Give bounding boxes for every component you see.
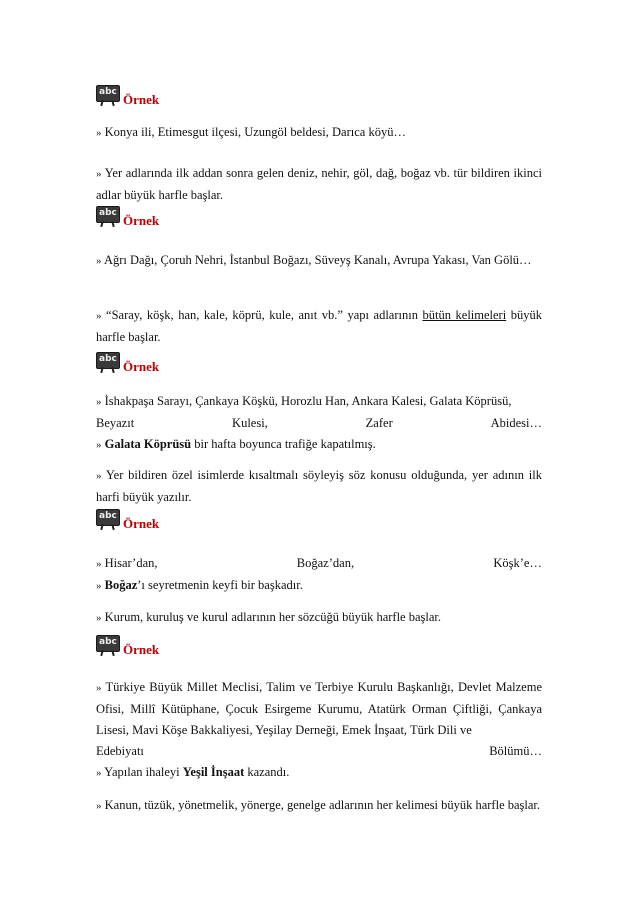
rule-text: » Kurum, kuruluş ve kurul adlarının her sözcüğü büyük harfle başlar. bbox=[96, 610, 441, 624]
rule-text: » Yer bildiren özel isimlerde kısaltmalı söyleyiş söz konusu olduğunda, yer adının ilk harfi büyük yazılır. bbox=[96, 468, 543, 504]
ornek-label: Örnek bbox=[123, 92, 160, 107]
blackboard-icon: abc bbox=[96, 84, 120, 106]
ornek-heading bbox=[96, 630, 159, 656]
blackboard-icon: abc bbox=[96, 508, 120, 530]
underlined-phrase: bütün kelimeleri bbox=[422, 308, 507, 322]
rule-text: » Kanun, tüzük, yönetmelik, yönerge, genelge adlarının her kelimesi büyük harfle başlar. bbox=[96, 798, 541, 812]
ornek-heading bbox=[96, 504, 159, 530]
example-text: » Ağrı Dağı, Çoruh Nehri, İstanbul Boğazı, Süveyş Kanalı, Avrupa Yakası, Van Gölü… bbox=[96, 253, 532, 267]
ornek-heading bbox=[96, 80, 159, 106]
example-text: » Hisar’dan, Boğaz’dan, Köşk’e… » Boğaz’ı seyretmenin keyfi bir başkadır. bbox=[96, 556, 542, 592]
ornek-heading bbox=[96, 347, 159, 373]
ornek-label: Örnek bbox=[123, 213, 160, 228]
rule-text: » “Saray, köşk, han, kale, köprü, kule, anıt vb.” yapı adlarının bütün kelimeleri büyük harfle başlar. bbox=[96, 308, 542, 344]
blackboard-icon: abc bbox=[96, 634, 120, 656]
blackboard-icon: abc bbox=[96, 205, 120, 227]
example-text: » İshakpaşa Sarayı, Çankaya Köşkü, Horozlu Han, Ankara Kalesi, Galata Köprüsü, Beyazıt Kulesi, Zafer Abidesi… » Galata Köprüsü bir hafta boyunca trafiğe kapatılmış. bbox=[96, 394, 542, 451]
rule-text: » Yer adlarında ilk addan sonra gelen deniz, nehir, göl, dağ, boğaz vb. tür bildiren ikinci adlar büyük harfle başlar. bbox=[96, 166, 542, 202]
blackboard-icon: abc bbox=[96, 351, 120, 373]
ornek-heading bbox=[96, 201, 159, 227]
ornek-label: Örnek bbox=[123, 642, 160, 657]
example-text: » Türkiye Büyük Millet Meclisi, Talim ve Terbiye Kurulu Başkanlığı, Devlet Malzeme Ofisi, Millî Kütüphane, Çocuk Esirgeme Kurumu, Atatürk Orman Çiftliği, Çankaya Lisesi, Mavi Köşe Bakkaliyesi, Yeşilay Derneği, Emek İnşaat, Türk Dili ve Edebiyatı Bölümü… » Yapılan ihaleyi Yeşil İnşaat kazandı. bbox=[96, 680, 543, 779]
ornek-label: Örnek bbox=[123, 516, 160, 531]
example-text: » Konya ili, Etimesgut ilçesi, Uzungöl beldesi, Darıca köyü… bbox=[96, 125, 406, 139]
ornek-label: Örnek bbox=[123, 359, 160, 374]
